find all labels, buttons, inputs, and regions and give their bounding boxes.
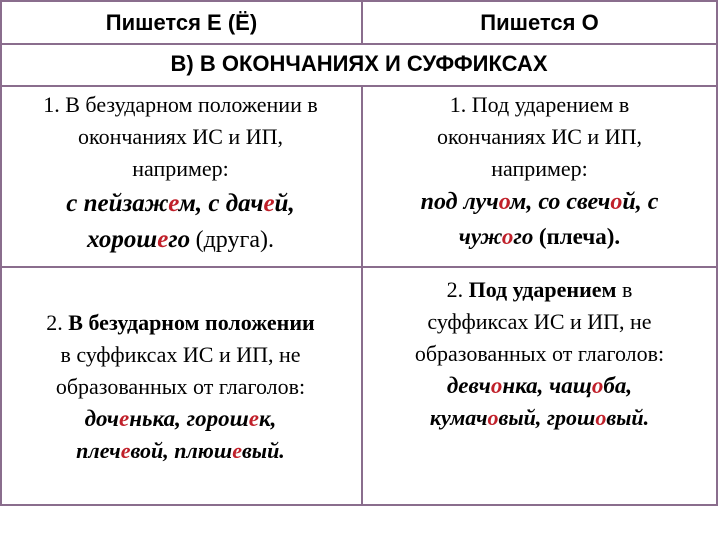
example-part: к, bbox=[258, 406, 277, 431]
rule-1-o-text-2: окончаниях ИС и ИП, bbox=[437, 124, 642, 149]
example-part: до bbox=[84, 406, 107, 431]
rule-1-o-text-3: например: bbox=[491, 156, 588, 181]
example-part: плеч bbox=[76, 438, 121, 463]
rule-1-o-number: 1. bbox=[449, 92, 467, 117]
example-part: ш bbox=[213, 438, 233, 463]
example-part: ш bbox=[136, 226, 158, 253]
example-letter-e: е bbox=[248, 406, 259, 431]
example-letter-o: о bbox=[487, 405, 499, 430]
example-part: го bbox=[513, 224, 534, 249]
example-part: под луч bbox=[420, 189, 499, 215]
rule-2-o-text-1: Под ударением bbox=[468, 277, 617, 302]
example-tail: (плеча). bbox=[538, 224, 621, 249]
rule-2-o-text-3: образованных от глаголов: bbox=[414, 341, 665, 366]
header-label-o: Пишется О bbox=[480, 10, 599, 35]
example-letter-o: о bbox=[490, 373, 503, 398]
rule-2-o-example-2 bbox=[363, 402, 716, 434]
rule-1-e-example-1 bbox=[0, 185, 361, 223]
example-part: го bbox=[168, 226, 191, 253]
rule-2-e-example-1 bbox=[0, 403, 361, 435]
example-part: с пейза bbox=[66, 190, 145, 217]
example-tail: (друга). bbox=[195, 227, 274, 253]
rule-2-e-text-1: В безударном положении bbox=[68, 310, 315, 335]
header-cell-e bbox=[2, 10, 361, 36]
table-border-top bbox=[0, 0, 718, 2]
example-part: хоро bbox=[87, 226, 137, 253]
example-letter-e: е bbox=[157, 226, 169, 253]
rule-2-e-example-2 bbox=[0, 435, 361, 467]
rule-2-e-number: 2. bbox=[46, 310, 63, 335]
rule-1-e-text-1: В безударном положении в bbox=[65, 92, 318, 117]
rule-2-o-example-1 bbox=[363, 370, 716, 402]
example-letter-e: е bbox=[263, 190, 275, 217]
rule-1-o-line-1 bbox=[363, 89, 716, 121]
rule-2-e-text-3: образованных от глаголов: bbox=[55, 374, 306, 399]
example-part: вый. bbox=[241, 438, 285, 463]
rule-1-e-example-2 bbox=[0, 223, 361, 257]
example-part: м, с да bbox=[178, 190, 251, 217]
rule-1-e-number: 1. bbox=[43, 92, 60, 117]
example-letter-e: е bbox=[119, 406, 130, 431]
rule-1-e-text-2: окончаниях ИС и ИП, bbox=[78, 124, 283, 149]
example-part: нька, горо bbox=[129, 406, 230, 431]
rule-2-o-text-2: суффиксах ИС и ИП, не bbox=[427, 309, 652, 334]
section-title: В) В ОКОНЧАНИЯХ И СУФФИКСАХ bbox=[170, 51, 548, 76]
rule-2-e-text-2: в суффиксах ИС и ИП, не bbox=[60, 342, 301, 367]
example-part: ж bbox=[144, 190, 169, 217]
example-part: во bbox=[130, 438, 152, 463]
row-divider-rules bbox=[0, 266, 718, 268]
example-part: м, со свеч bbox=[509, 189, 611, 215]
rule-2-e-line-1 bbox=[0, 307, 361, 339]
header-cell-o bbox=[363, 10, 716, 36]
row-divider-header bbox=[0, 43, 718, 45]
example-part: ш bbox=[229, 406, 249, 431]
example-letter-e: е bbox=[232, 438, 242, 463]
rule-2-o-cell bbox=[363, 274, 716, 434]
table-border-bottom bbox=[0, 504, 718, 506]
example-letter-o: о bbox=[501, 224, 514, 249]
rule-1-e-text-3: например: bbox=[132, 156, 229, 181]
example-part: ба, bbox=[603, 373, 633, 398]
example-letter-e: е bbox=[120, 438, 131, 463]
rule-1-e-line-1 bbox=[0, 89, 361, 121]
example-part: чуж bbox=[458, 224, 502, 249]
rule-1-o-example-1 bbox=[363, 185, 716, 219]
example-part: нка, чащ bbox=[502, 373, 592, 398]
example-letter-o: о bbox=[591, 373, 604, 398]
example-part: кумач bbox=[429, 405, 488, 430]
example-part: вый, грош bbox=[498, 405, 596, 430]
rule-1-o-example-2 bbox=[363, 219, 716, 255]
rule-1-o-cell bbox=[363, 89, 716, 255]
rule-2-e-cell bbox=[0, 307, 361, 467]
example-letter-o: о bbox=[595, 405, 607, 430]
rule-1-e-cell bbox=[0, 89, 361, 257]
rule-2-o-number: 2. bbox=[446, 277, 464, 302]
example-part: й, плю bbox=[151, 438, 214, 463]
example-part: й, с bbox=[622, 189, 659, 215]
example-letter-o: о bbox=[498, 189, 510, 215]
example-part: девч bbox=[446, 373, 491, 398]
row-divider-section bbox=[0, 85, 718, 87]
example-part: й, bbox=[274, 190, 295, 217]
rule-2-o-line-1 bbox=[363, 274, 716, 306]
rule-2-o-text-1-tail: в bbox=[622, 277, 633, 302]
example-part: ч bbox=[250, 190, 264, 217]
example-part: ч bbox=[106, 406, 119, 431]
section-title-cell bbox=[2, 51, 716, 77]
example-letter-o: о bbox=[610, 189, 623, 215]
example-letter-e: е bbox=[168, 190, 179, 217]
rule-1-o-text-1: Под ударением в bbox=[471, 92, 630, 117]
example-part: вый. bbox=[606, 405, 650, 430]
header-label-e: Пишется Е (Ё) bbox=[105, 10, 258, 35]
table-border-right bbox=[716, 0, 718, 506]
